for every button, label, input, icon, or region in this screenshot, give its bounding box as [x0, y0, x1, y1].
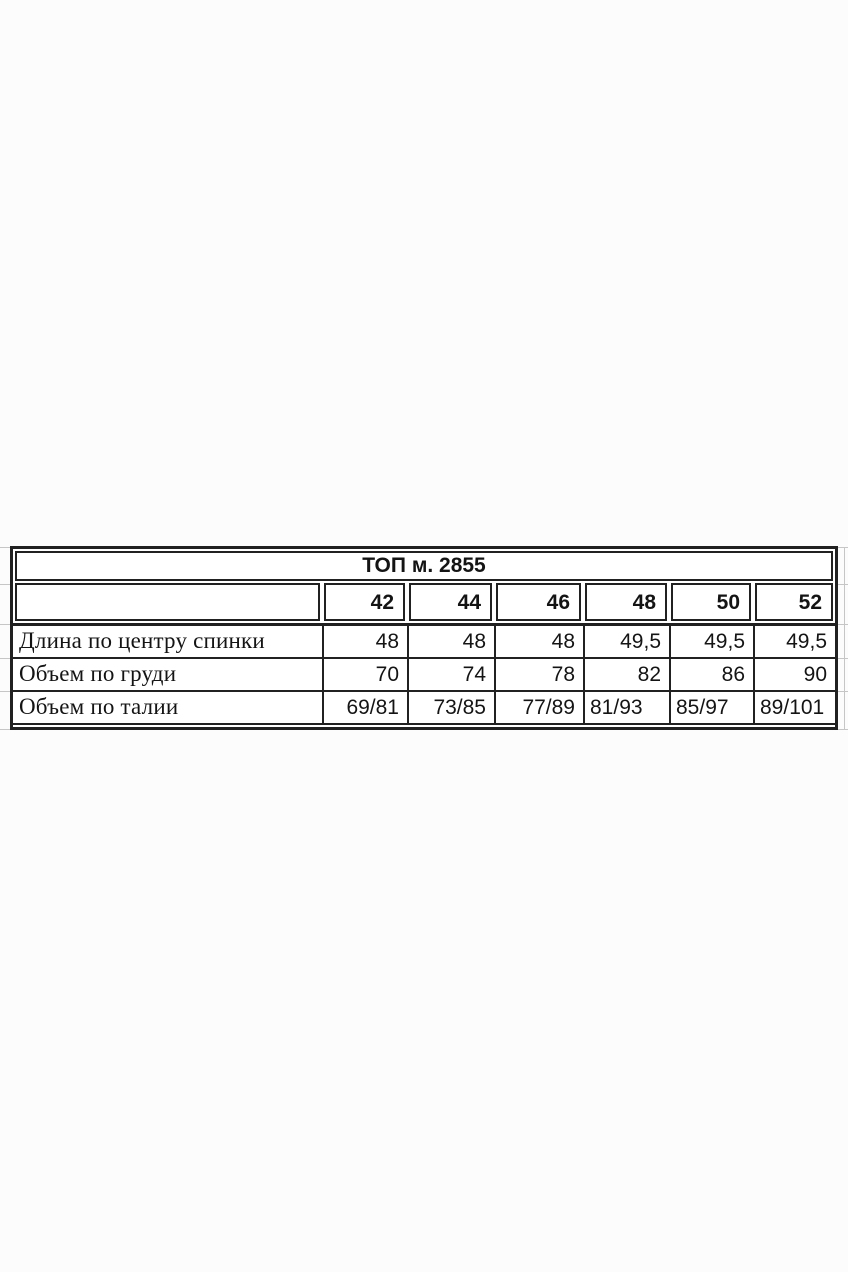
row-label: Объем по груди [13, 659, 324, 690]
gridline-stub [838, 658, 848, 659]
value-cell: 48 [409, 626, 496, 657]
table-row-chest [13, 657, 835, 690]
value-cell: 86 [671, 659, 755, 690]
size-header-cell: 42 [324, 583, 405, 621]
value-cell: 82 [585, 659, 671, 690]
gridline-stub [0, 691, 10, 692]
value-cell: 90 [803, 663, 827, 686]
size-header-row [15, 583, 833, 621]
value-cell: 49,5 [786, 630, 827, 653]
size-header-cell: 44 [409, 583, 492, 621]
gridline-stub [0, 547, 10, 548]
measurements-grid [13, 623, 835, 725]
size-header-cell: 50 [671, 583, 751, 621]
gridline-stub [0, 624, 10, 625]
gridline-stub [838, 584, 848, 585]
size-header-cell: 46 [496, 583, 581, 621]
value-cell: 74 [409, 659, 496, 690]
gridline-stub [838, 729, 848, 730]
row-label: Длина по центру спинки [13, 626, 324, 657]
size-header-cell: 48 [585, 583, 667, 621]
gridline-stub [838, 624, 848, 625]
value-cell: 85/97 [671, 692, 755, 723]
gridline-stub [838, 547, 848, 548]
gridline-stub [838, 691, 848, 692]
size-header-cell: 52 [755, 583, 833, 621]
value-cell: 89/101 [760, 696, 825, 719]
value-cell: 70 [324, 659, 409, 690]
value-cell: 73/85 [409, 692, 496, 723]
gridline-stub [0, 729, 10, 730]
gridline-stub [0, 658, 10, 659]
value-cell: 48 [496, 626, 585, 657]
value-cell: 78 [496, 659, 585, 690]
table-row-back-length [13, 626, 835, 657]
size-chart-table [10, 546, 838, 730]
value-cell: 69/81 [324, 692, 409, 723]
row-label: Объем по талии [13, 692, 324, 723]
value-cell: 49,5 [585, 626, 671, 657]
value-cell: 48 [324, 626, 409, 657]
gridline-stub [844, 547, 845, 730]
table-title: ТОП м. 2855 [15, 551, 833, 581]
value-cell: 49,5 [671, 626, 755, 657]
table-row-waist [13, 690, 835, 723]
header-empty-cell [15, 583, 320, 621]
value-cell: 77/89 [496, 692, 585, 723]
value-cell: 81/93 [585, 692, 671, 723]
gridline-stub [0, 584, 10, 585]
